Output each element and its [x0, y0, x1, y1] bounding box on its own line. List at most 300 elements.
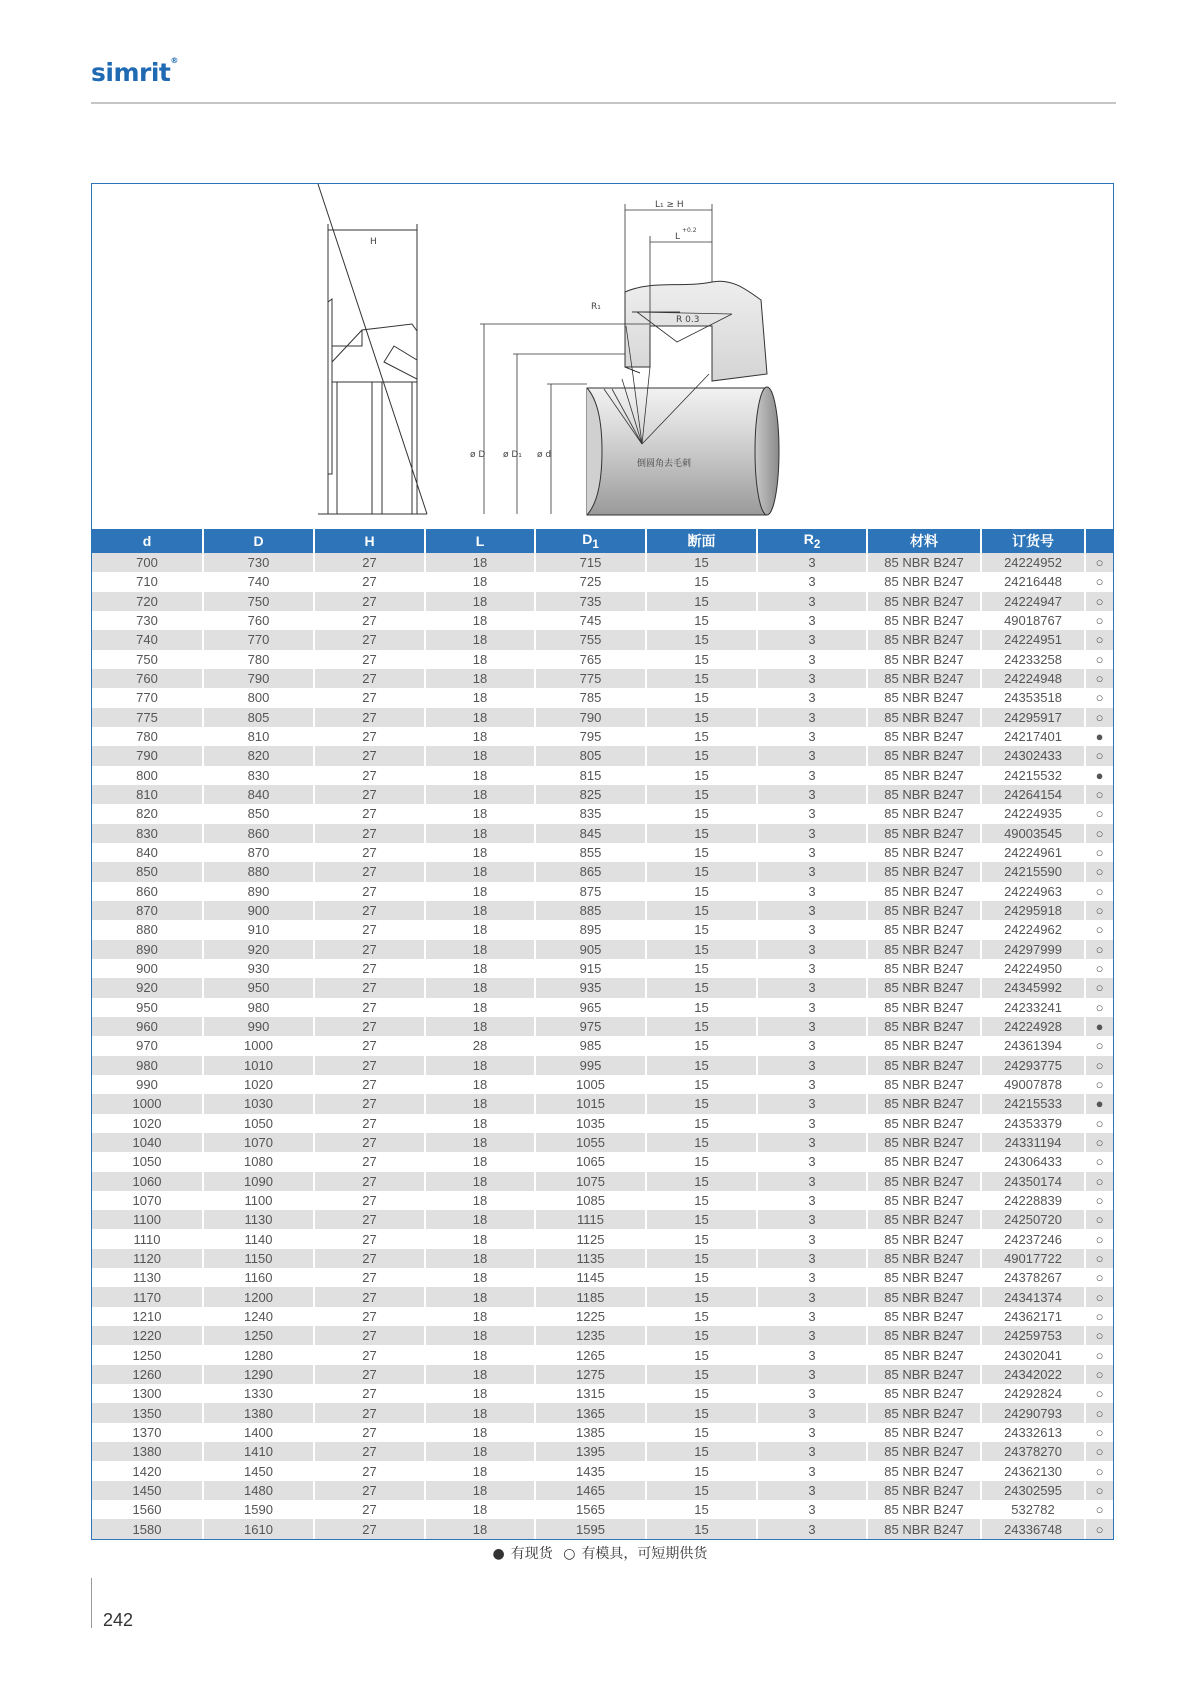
cell-D1: 865	[535, 862, 646, 881]
table-header-row	[92, 529, 1113, 553]
cell-order-number: 24297999	[981, 940, 1085, 959]
cell-availability: ○	[1085, 1133, 1113, 1152]
cell-R2: 3	[757, 611, 867, 630]
cell-L: 18	[425, 1172, 535, 1191]
cell-L: 18	[425, 920, 535, 939]
cell-D1: 1005	[535, 1075, 646, 1094]
cell-d: 1020	[92, 1114, 203, 1133]
cell-order-number: 24224963	[981, 882, 1085, 901]
cell-D1: 725	[535, 572, 646, 591]
cell-availability: ○	[1085, 920, 1113, 939]
cell-D: 870	[203, 843, 314, 862]
table-row	[92, 1287, 1113, 1306]
cell-D: 1200	[203, 1287, 314, 1306]
cell-availability: ○	[1085, 1036, 1113, 1055]
cell-L: 18	[425, 766, 535, 785]
cell-order-number: 24224947	[981, 592, 1085, 611]
cell-availability: ○	[1085, 978, 1113, 997]
cell-material: 85 NBR B247	[867, 572, 981, 591]
cell-d: 740	[92, 630, 203, 649]
table-row	[92, 1403, 1113, 1422]
cell-R2: 3	[757, 1249, 867, 1268]
cell-order-number: 24302041	[981, 1345, 1085, 1364]
cell-section: 15	[646, 592, 757, 611]
cell-D: 920	[203, 940, 314, 959]
cell-d: 1580	[92, 1519, 203, 1538]
cell-H: 27	[314, 592, 425, 611]
cell-H: 27	[314, 766, 425, 785]
cell-section: 15	[646, 1461, 757, 1480]
cell-material: 85 NBR B247	[867, 882, 981, 901]
cell-d: 1170	[92, 1287, 203, 1306]
cell-H: 27	[314, 1442, 425, 1461]
cell-order-number: 24264154	[981, 785, 1085, 804]
cell-D1: 1145	[535, 1268, 646, 1287]
cell-D: 860	[203, 824, 314, 843]
cell-H: 27	[314, 1345, 425, 1364]
cell-order-number: 24215532	[981, 766, 1085, 785]
cell-order-number: 24224950	[981, 959, 1085, 978]
cell-D1: 1565	[535, 1500, 646, 1519]
table-row	[92, 630, 1113, 649]
cell-section: 15	[646, 978, 757, 997]
cell-d: 1350	[92, 1403, 203, 1422]
cell-order-number: 24332613	[981, 1423, 1085, 1442]
cell-D1: 975	[535, 1017, 646, 1036]
cell-L: 18	[425, 1268, 535, 1287]
cell-L: 18	[425, 1191, 535, 1210]
housing	[625, 281, 767, 381]
table-row	[92, 1481, 1113, 1500]
cell-material: 85 NBR B247	[867, 766, 981, 785]
cell-L: 18	[425, 1075, 535, 1094]
cell-D: 840	[203, 785, 314, 804]
cell-d: 1300	[92, 1384, 203, 1403]
cell-order-number: 24362171	[981, 1307, 1085, 1326]
cell-d: 750	[92, 650, 203, 669]
cell-availability: ●	[1085, 766, 1113, 785]
cell-R2: 3	[757, 1384, 867, 1403]
cell-R2: 3	[757, 824, 867, 843]
cell-d: 880	[92, 920, 203, 939]
table-row	[92, 688, 1113, 707]
cell-section: 15	[646, 1036, 757, 1055]
cell-material: 85 NBR B247	[867, 1326, 981, 1345]
cell-D: 1130	[203, 1210, 314, 1229]
col-header-d: d	[92, 529, 203, 553]
cell-d: 710	[92, 572, 203, 591]
cell-L: 18	[425, 1461, 535, 1480]
cell-material: 85 NBR B247	[867, 1229, 981, 1248]
cell-material: 85 NBR B247	[867, 1152, 981, 1171]
cell-D1: 1435	[535, 1461, 646, 1480]
cell-material: 85 NBR B247	[867, 824, 981, 843]
cell-order-number: 24215590	[981, 862, 1085, 881]
cell-order-number: 24217401	[981, 727, 1085, 746]
cell-R2: 3	[757, 1152, 867, 1171]
table-row	[92, 1210, 1113, 1229]
cell-d: 1100	[92, 1210, 203, 1229]
cell-L: 18	[425, 843, 535, 862]
cell-section: 15	[646, 1481, 757, 1500]
legend-in-stock: 有现货	[510, 1546, 553, 1562]
cell-D: 1090	[203, 1172, 314, 1191]
cell-material: 85 NBR B247	[867, 708, 981, 727]
cell-material: 85 NBR B247	[867, 1094, 981, 1113]
cell-R2: 3	[757, 1172, 867, 1191]
cell-D: 950	[203, 978, 314, 997]
cell-L: 18	[425, 688, 535, 707]
cell-D: 990	[203, 1017, 314, 1036]
cell-order-number: 24233241	[981, 998, 1085, 1017]
cell-H: 27	[314, 572, 425, 591]
cell-R2: 3	[757, 959, 867, 978]
cell-H: 27	[314, 998, 425, 1017]
cell-d: 1420	[92, 1461, 203, 1480]
cell-material: 85 NBR B247	[867, 940, 981, 959]
cell-D: 1610	[203, 1519, 314, 1538]
table-row	[92, 1500, 1113, 1519]
cell-H: 27	[314, 1017, 425, 1036]
label-H: H	[370, 237, 377, 247]
cell-D: 770	[203, 630, 314, 649]
cell-section: 15	[646, 1519, 757, 1538]
cell-H: 27	[314, 630, 425, 649]
cell-availability: ○	[1085, 1519, 1113, 1538]
cell-section: 15	[646, 1365, 757, 1384]
cell-availability: ○	[1085, 1075, 1113, 1094]
cell-R2: 3	[757, 1365, 867, 1384]
table-row	[92, 766, 1113, 785]
cell-order-number: 49017722	[981, 1249, 1085, 1268]
label-R1: R₁	[591, 302, 601, 312]
cell-availability: ○	[1085, 1152, 1113, 1171]
cell-material: 85 NBR B247	[867, 1403, 981, 1422]
cell-L: 18	[425, 1017, 535, 1036]
cell-R2: 3	[757, 1461, 867, 1480]
cell-L: 18	[425, 940, 535, 959]
cell-L: 18	[425, 1152, 535, 1171]
cell-R2: 3	[757, 1326, 867, 1345]
cell-material: 85 NBR B247	[867, 843, 981, 862]
cell-material: 85 NBR B247	[867, 1461, 981, 1480]
cell-L: 18	[425, 1345, 535, 1364]
cell-d: 730	[92, 611, 203, 630]
cell-availability: ○	[1085, 650, 1113, 669]
cell-D: 800	[203, 688, 314, 707]
cell-availability: ○	[1085, 1326, 1113, 1345]
cell-material: 85 NBR B247	[867, 1423, 981, 1442]
cell-H: 27	[314, 959, 425, 978]
cell-section: 15	[646, 650, 757, 669]
cell-d: 1380	[92, 1442, 203, 1461]
cell-R2: 3	[757, 1114, 867, 1133]
cell-D1: 715	[535, 553, 646, 572]
cell-availability: ○	[1085, 630, 1113, 649]
cell-H: 27	[314, 1287, 425, 1306]
cell-D1: 775	[535, 669, 646, 688]
cell-D1: 1185	[535, 1287, 646, 1306]
cell-L: 18	[425, 1114, 535, 1133]
cell-availability: ○	[1085, 862, 1113, 881]
cell-availability: ○	[1085, 1423, 1113, 1442]
cell-D1: 1395	[535, 1442, 646, 1461]
cell-d: 1370	[92, 1423, 203, 1442]
cell-H: 27	[314, 824, 425, 843]
cell-D: 980	[203, 998, 314, 1017]
cell-D1: 875	[535, 882, 646, 901]
cell-order-number: 24224948	[981, 669, 1085, 688]
cell-R2: 3	[757, 1307, 867, 1326]
cell-R2: 3	[757, 998, 867, 1017]
cell-material: 85 NBR B247	[867, 1114, 981, 1133]
cell-D1: 1135	[535, 1249, 646, 1268]
cell-material: 85 NBR B247	[867, 553, 981, 572]
cell-d: 900	[92, 959, 203, 978]
table-row	[92, 804, 1113, 823]
cell-section: 15	[646, 553, 757, 572]
cell-section: 15	[646, 572, 757, 591]
cell-d: 1060	[92, 1172, 203, 1191]
cell-d: 820	[92, 804, 203, 823]
cell-section: 15	[646, 727, 757, 746]
cell-d: 980	[92, 1056, 203, 1075]
cell-section: 15	[646, 1017, 757, 1036]
cell-order-number: 49007878	[981, 1075, 1085, 1094]
cell-order-number: 24306433	[981, 1152, 1085, 1171]
cell-d: 920	[92, 978, 203, 997]
cell-availability: ○	[1085, 1229, 1113, 1248]
label-L: L	[675, 232, 681, 242]
table-row	[92, 1056, 1113, 1075]
col-header-material: 材料	[867, 529, 981, 553]
cell-order-number: 24224935	[981, 804, 1085, 823]
cell-section: 15	[646, 1268, 757, 1287]
cell-H: 27	[314, 920, 425, 939]
cell-section: 15	[646, 940, 757, 959]
cell-section: 15	[646, 1094, 757, 1113]
cell-availability: ○	[1085, 1461, 1113, 1480]
cell-D1: 1365	[535, 1403, 646, 1422]
cell-D1: 815	[535, 766, 646, 785]
cell-material: 85 NBR B247	[867, 1172, 981, 1191]
table-row	[92, 572, 1113, 591]
cell-material: 85 NBR B247	[867, 1481, 981, 1500]
cell-availability: ○	[1085, 804, 1113, 823]
table-row	[92, 592, 1113, 611]
cell-availability: ○	[1085, 959, 1113, 978]
cell-d: 1250	[92, 1345, 203, 1364]
cell-L: 18	[425, 708, 535, 727]
cell-availability: ○	[1085, 1249, 1113, 1268]
cell-availability: ○	[1085, 1287, 1113, 1306]
cell-d: 960	[92, 1017, 203, 1036]
cell-d: 775	[92, 708, 203, 727]
cell-material: 85 NBR B247	[867, 785, 981, 804]
cell-section: 15	[646, 1326, 757, 1345]
table-row	[92, 998, 1113, 1017]
cell-d: 1050	[92, 1152, 203, 1171]
cell-D1: 745	[535, 611, 646, 630]
cell-D: 1410	[203, 1442, 314, 1461]
cell-section: 15	[646, 1287, 757, 1306]
cell-material: 85 NBR B247	[867, 650, 981, 669]
cell-L: 18	[425, 1384, 535, 1403]
table-row	[92, 727, 1113, 746]
cell-order-number: 24228839	[981, 1191, 1085, 1210]
page-number: 242	[103, 1610, 134, 1630]
cell-D: 850	[203, 804, 314, 823]
cell-H: 27	[314, 650, 425, 669]
cell-availability: ○	[1085, 824, 1113, 843]
cell-D1: 1315	[535, 1384, 646, 1403]
cell-availability: ○	[1085, 1307, 1113, 1326]
cell-H: 27	[314, 1326, 425, 1345]
cell-L: 18	[425, 1056, 535, 1075]
cell-L: 18	[425, 1481, 535, 1500]
table-row	[92, 882, 1113, 901]
cell-H: 27	[314, 1365, 425, 1384]
cell-availability: ○	[1085, 901, 1113, 920]
cell-material: 85 NBR B247	[867, 1017, 981, 1036]
cell-D: 1080	[203, 1152, 314, 1171]
cell-D1: 895	[535, 920, 646, 939]
table-row	[92, 785, 1113, 804]
cell-availability: ●	[1085, 727, 1113, 746]
cell-D: 880	[203, 862, 314, 881]
cell-section: 15	[646, 1075, 757, 1094]
cell-L: 18	[425, 1307, 535, 1326]
table-row	[92, 1345, 1113, 1364]
cell-L: 18	[425, 998, 535, 1017]
table-row	[92, 1326, 1113, 1345]
cell-availability: ○	[1085, 553, 1113, 572]
cell-order-number: 532782	[981, 1500, 1085, 1519]
cell-d: 1130	[92, 1268, 203, 1287]
cell-d: 1210	[92, 1307, 203, 1326]
seal-dimensions-table	[92, 529, 1113, 1539]
cell-H: 27	[314, 785, 425, 804]
cell-d: 700	[92, 553, 203, 572]
cell-L: 18	[425, 1365, 535, 1384]
cell-D: 1160	[203, 1268, 314, 1287]
cell-D1: 855	[535, 843, 646, 862]
cell-D1: 735	[535, 592, 646, 611]
cell-R2: 3	[757, 843, 867, 862]
cell-D1: 825	[535, 785, 646, 804]
cell-section: 15	[646, 959, 757, 978]
cell-availability: ○	[1085, 1481, 1113, 1500]
cell-availability: ○	[1085, 785, 1113, 804]
col-header-availability	[1085, 529, 1113, 553]
cell-D: 805	[203, 708, 314, 727]
cell-order-number: 24302595	[981, 1481, 1085, 1500]
cell-material: 85 NBR B247	[867, 901, 981, 920]
cell-H: 27	[314, 1114, 425, 1133]
table-row	[92, 1442, 1113, 1461]
cell-H: 27	[314, 1172, 425, 1191]
cell-H: 27	[314, 1461, 425, 1480]
col-header-D: D	[203, 529, 314, 553]
cell-L: 28	[425, 1036, 535, 1055]
cell-availability: ○	[1085, 843, 1113, 862]
cell-D: 890	[203, 882, 314, 901]
cell-d: 840	[92, 843, 203, 862]
cell-order-number: 24378267	[981, 1268, 1085, 1287]
cell-R2: 3	[757, 804, 867, 823]
table-row	[92, 1461, 1113, 1480]
cell-order-number: 24342022	[981, 1365, 1085, 1384]
cell-section: 15	[646, 785, 757, 804]
cell-section: 15	[646, 1403, 757, 1422]
cell-order-number: 49018767	[981, 611, 1085, 630]
cell-R2: 3	[757, 630, 867, 649]
cell-D: 1030	[203, 1094, 314, 1113]
cell-R2: 3	[757, 553, 867, 572]
label-R1-value: R 0.3	[676, 315, 700, 325]
cell-H: 27	[314, 1229, 425, 1248]
cell-section: 15	[646, 901, 757, 920]
cell-R2: 3	[757, 727, 867, 746]
cell-H: 27	[314, 940, 425, 959]
table-row	[92, 1075, 1113, 1094]
cell-d: 760	[92, 669, 203, 688]
cell-d: 1560	[92, 1500, 203, 1519]
cell-H: 27	[314, 1519, 425, 1538]
cell-H: 27	[314, 1307, 425, 1326]
cell-R2: 3	[757, 1423, 867, 1442]
cell-order-number: 24259753	[981, 1326, 1085, 1345]
cell-H: 27	[314, 978, 425, 997]
cell-H: 27	[314, 708, 425, 727]
cell-D: 1450	[203, 1461, 314, 1480]
col-header-H: H	[314, 529, 425, 553]
filled-circle-icon: ●	[492, 1546, 505, 1562]
cell-D: 750	[203, 592, 314, 611]
cell-section: 15	[646, 824, 757, 843]
table-row	[92, 611, 1113, 630]
cell-L: 18	[425, 1249, 535, 1268]
cell-H: 27	[314, 1075, 425, 1094]
cell-R2: 3	[757, 1442, 867, 1461]
table-row	[92, 1307, 1113, 1326]
cell-D1: 1465	[535, 1481, 646, 1500]
cell-d: 860	[92, 882, 203, 901]
cell-material: 85 NBR B247	[867, 978, 981, 997]
cell-H: 27	[314, 1152, 425, 1171]
cell-availability: ○	[1085, 572, 1113, 591]
col-header-section: 断面	[646, 529, 757, 553]
cell-d: 890	[92, 940, 203, 959]
cell-L: 18	[425, 1403, 535, 1422]
cell-L: 18	[425, 959, 535, 978]
cell-material: 85 NBR B247	[867, 1036, 981, 1055]
table-row	[92, 1133, 1113, 1152]
cell-material: 85 NBR B247	[867, 1307, 981, 1326]
table-row	[92, 1423, 1113, 1442]
cell-order-number: 24233258	[981, 650, 1085, 669]
cell-material: 85 NBR B247	[867, 1519, 981, 1538]
cell-D: 1050	[203, 1114, 314, 1133]
cell-availability: ○	[1085, 1191, 1113, 1210]
header-divider	[91, 102, 1116, 104]
cell-section: 15	[646, 688, 757, 707]
cell-D: 760	[203, 611, 314, 630]
cell-R2: 3	[757, 746, 867, 765]
cell-section: 15	[646, 1056, 757, 1075]
cell-L: 18	[425, 746, 535, 765]
cell-material: 85 NBR B247	[867, 1210, 981, 1229]
